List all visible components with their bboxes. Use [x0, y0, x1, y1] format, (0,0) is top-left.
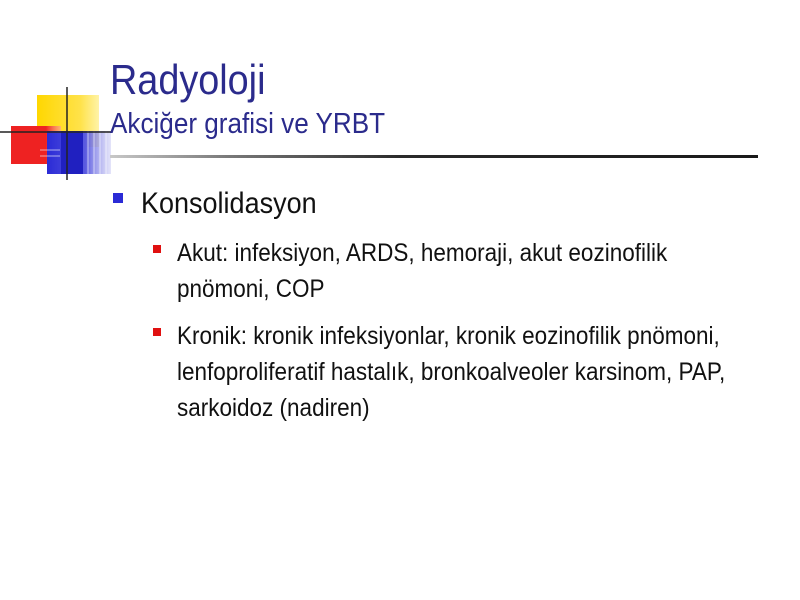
level2-bullet-icon — [153, 328, 161, 336]
slide-title-block — [110, 54, 385, 142]
title-divider — [110, 155, 758, 158]
sub-bullet-akut: Akut: infeksiyon, ARDS, hemoraji, akut eozinofilik pnömoni, COP — [177, 239, 668, 303]
slide-logo-icon — [0, 0, 120, 190]
slide-title: Radyoloji — [110, 56, 266, 103]
level1-bullet-icon — [113, 193, 123, 203]
slide-subtitle: Akciğer grafisi ve YRBT — [110, 108, 386, 140]
sub-bullet-kronik: Kronik: kronik infeksiyonlar, kronik eozinofilik pnömoni, lenfoproliferatif hastalık, bronkoalveoler karsinom, PAP, sarkoidoz (nadiren) — [177, 322, 726, 422]
level2-bullet-icon — [153, 245, 161, 253]
bullet-konsolidasyon: Konsolidasyon — [141, 187, 317, 220]
